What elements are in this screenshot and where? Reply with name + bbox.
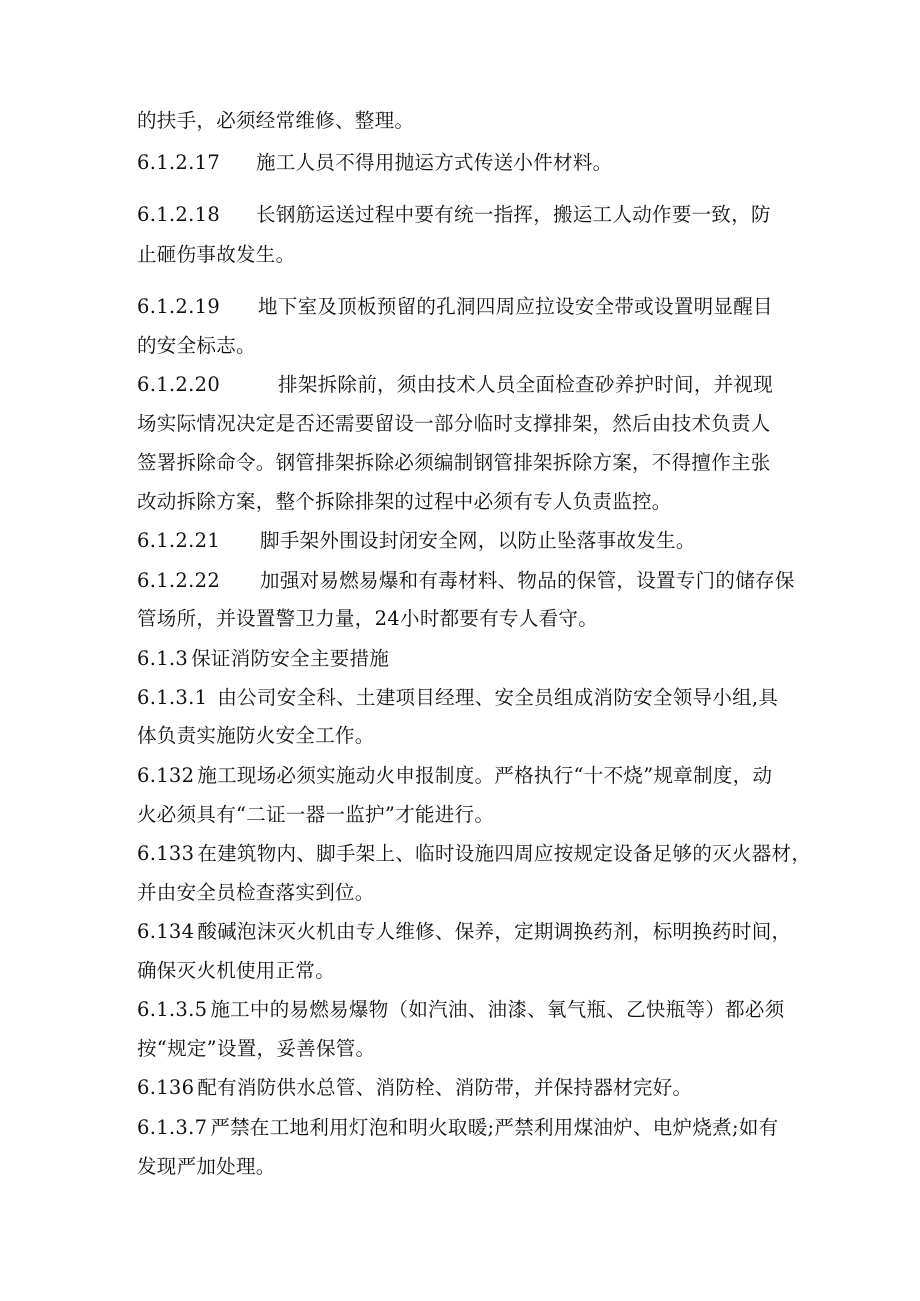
- clause-number: 6.1.2.20: [137, 373, 221, 396]
- clause-text: 在建筑物内、脚手架上、临时设施四周应按规定设备足够的灭火器材，: [197, 842, 812, 865]
- text-line: 发现严加处理。: [137, 1155, 276, 1178]
- clause-6-1-2-17: [137, 149, 612, 177]
- clause-6-1-3-5: [137, 996, 785, 1024]
- text-line: 的扶手，必须经常维修、整理。: [137, 109, 415, 132]
- clause-number: 6.1.3.1: [137, 686, 208, 709]
- clause-6-1-2-20: [137, 371, 773, 399]
- clause-text: 由公司安全科、土建项目经理、安全员组成消防安全领导小组,具: [217, 686, 779, 709]
- text-line: 并由安全员检查落实到位。: [137, 881, 375, 904]
- text-line: 签署拆除命令。钢管排架拆除必须编制钢管排架拆除方案，不得擅作主张: [137, 451, 771, 474]
- clause-number: 6.134: [137, 920, 195, 943]
- clause-number: 6.1.2.21: [137, 529, 221, 552]
- text-line: 场实际情况决定是否还需要留设一部分临时支撑排架，然后由技术负责人: [137, 412, 771, 435]
- clause-6-1-2-19: [137, 293, 773, 321]
- clause-6-1-2-18: [137, 201, 771, 229]
- clause-text: 长钢筋运送过程中要有统一指挥，搬运工人动作要一致，防: [256, 203, 771, 226]
- clause-6-1-3-1: [137, 684, 778, 712]
- section-heading-6-1-3: [137, 645, 389, 673]
- clause-text: 排架拆除前，须由技术人员全面检查砂养护时间，并视现: [278, 373, 774, 396]
- clause-6-1-2-22: [137, 567, 795, 595]
- text-line: 改动拆除方案，整个拆除排架的过程中必须有专人负责监控。: [137, 490, 672, 513]
- clause-text: 严禁在工地利用灯泡和明火取暖;严禁利用煤油炉、电炉烧煮;如有: [210, 1116, 779, 1139]
- text-line: 止砸伤事故发生。: [137, 243, 296, 266]
- clause-text: 加强对易燃易爆和有毒材料、物品的保管，设置专门的储存保: [260, 569, 795, 592]
- clause-number: 6.1.2.18: [137, 203, 221, 226]
- clause-number: 6.136: [137, 1076, 195, 1099]
- clause-6-1-3-2: [137, 762, 772, 790]
- text-line: 体负责实施防火安全工作。: [137, 724, 375, 747]
- clause-number: 6.132: [137, 764, 195, 787]
- text-line: 火必须具有“二证一器一监护”才能进行。: [137, 803, 495, 826]
- section-title: 保证消防安全主要措施: [191, 647, 390, 670]
- clause-6-1-3-6: [137, 1074, 692, 1102]
- clause-text: 施工现场必须实施动火申报制度。严格执行“十不烧”规章制度，动: [197, 764, 773, 787]
- clause-number: 6.1.2.19: [137, 295, 221, 318]
- clause-text: 酸碱泡沫灭火机由专人维修、保养，定期调换药剂，标明换药时间，: [197, 920, 792, 943]
- clause-text: 地下室及顶板预留的孔洞四周应拉设安全带或设置明显醒目: [258, 295, 773, 318]
- clause-6-1-3-7: [137, 1114, 778, 1142]
- clause-6-1-3-4: [137, 918, 791, 946]
- clause-number: 6.1.3.7: [137, 1116, 208, 1139]
- section-number: 6.1.3: [137, 647, 189, 670]
- clause-6-1-3-3: [137, 840, 811, 868]
- clause-text: 配有消防供水总管、消防栓、消防带，并保持器材完好。: [197, 1076, 693, 1099]
- text-line: 按“规定”设置，妥善保管。: [137, 1037, 376, 1060]
- text-line: 的安全标志。: [137, 334, 256, 357]
- clause-text: 脚手架外围设封闭安全网，以防止坠落事故发生。: [260, 529, 696, 552]
- text-line: 确保灭火机使用正常。: [137, 959, 336, 982]
- clause-text: 施工中的易燃易爆物（如汽油、油漆、氧气瓶、乙快瓶等）都必须: [210, 998, 785, 1021]
- clause-6-1-2-21: [137, 527, 696, 555]
- clause-number: 6.1.2.17: [137, 151, 221, 174]
- clause-number: 6.1.3.5: [137, 998, 208, 1021]
- clause-number: 6.1.2.22: [137, 569, 221, 592]
- clause-text: 施工人员不得用抛运方式传送小件材料。: [256, 151, 613, 174]
- text-line: 管场所，并设置警卫力量，24小时都要有专人看守。: [137, 607, 599, 630]
- clause-number: 6.133: [137, 842, 195, 865]
